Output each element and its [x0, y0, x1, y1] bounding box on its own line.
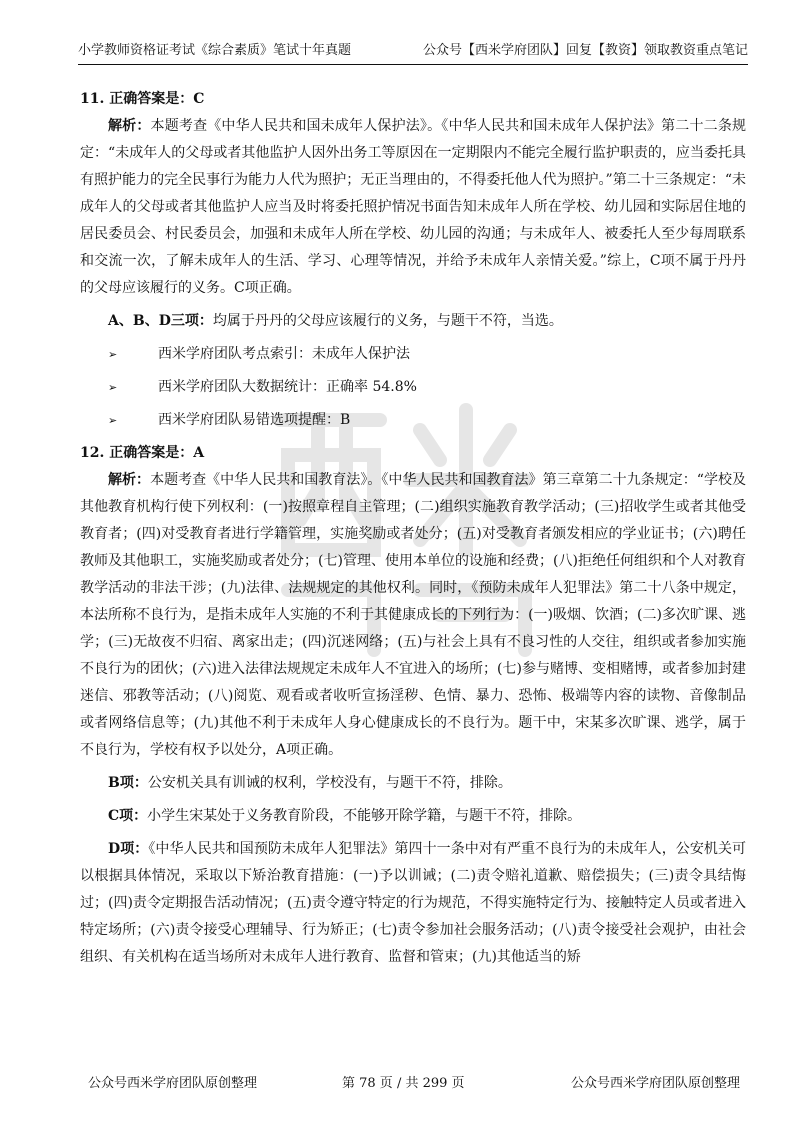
analysis-label: 解析：	[108, 118, 151, 134]
analysis-text: 本题考查《中华人民共和国未成年人保护法》。《中华人民共和国未成年人保护法》第二十二条规定：“未成年人的父母或者其他监护人因外出务工等原因在一定期限内不能完全履行监护职责的，应当委托具有照护能力的完全民事行为能力人代为照护；无正当理由的，不得委托他人代为照护。”第二十三条规定：“未成年人的父母或者其他监护人应当及时将委托照护情况书面告知未成年人所在学校、幼儿园和实际居住地的居民委员会、村民委员会，加强和未成年人所在学校、幼儿园的沟通；与未成年人、被委托人至少每周联系和交流一次，了解未成年人的生活、学习、心理等情况，并给予未成年人亲情关爱。”综上，C项不属于丹丹的父母应该履行的义务。C项正确。	[80, 118, 747, 296]
analysis-text: 本题考查《中华人民共和国教育法》。《中华人民共和国教育法》第三章第二十九条规定：“学校及其他教育机构行使下列权利：(一)按照章程自主管理；(二)组织实施教育教学活动；(三)招收学生或者其他受教育者；(四)对受教育者进行学籍管理，实施奖励或者处分；(五)对受教育者颁发相应的学业证书；(六)聘任教师及其他职工，实施奖励或者处分；(七)管理、使用本单位的设施和经费；(八)拒绝任何组织和个人对教育教学活动的非法干涉；(九)法律、法规规定的其他权利。同时，《预防未成年人犯罪法》第二十八条中规定，本法所称不良行为，是指未成年人实施的不利于其健康成长的下列行为：(一)吸烟、饮酒；(二)多次旷课、逃学；(三)无故夜不归宿、离家出走；(四)沉迷网络；(五)与社会上具有不良习性的人交往，组织或者参加实施不良行为的团伙；(六)进入法律法规规定未成年人不宜进入的场所；(七)参与赌博、变相赌博，或者参加封建迷信、邪教等活动；(八)阅览、观看或者收听宣扬淫秽、色情、暴力、恐怖、极端等内容的读物、音像制品或者网络信息等；(九)其他不利于未成年人身心健康成长的不良行为。题干中，宋某多次旷课、逃学，属于不良行为，学校有权予以处分，A项正确。	[80, 472, 747, 758]
arrow-bullet-icon: ➢	[108, 348, 118, 361]
bullet-text: 西米学府团队考点索引：未成年人保护法	[158, 346, 410, 362]
bullet-text: 西米学府团队易错选项提醒：B	[158, 412, 351, 428]
option-label: B项：	[108, 775, 148, 791]
watermark-text: 西米学府	[270, 400, 274, 401]
q12-analysis	[80, 467, 746, 764]
question-answer: 正确答案是：A	[109, 445, 205, 461]
page-header	[78, 40, 748, 65]
question-answer: 正确答案是：C	[109, 91, 205, 107]
question-number: 11.	[80, 91, 105, 107]
arrow-bullet-icon: ➢	[108, 381, 118, 394]
q11-bullet-1	[108, 341, 746, 368]
arrow-bullet-icon: ➢	[108, 414, 118, 427]
option-label: D项：	[108, 841, 149, 857]
option-label: A、B、D三项：	[108, 313, 213, 329]
q11-bullet-3	[108, 407, 746, 434]
analysis-label: 解析：	[108, 472, 151, 488]
option-text: 公安机关具有训诫的权利，学校没有，与题干不符，排除。	[147, 775, 512, 791]
q12-option-c	[80, 803, 746, 830]
page-footer	[88, 1074, 740, 1096]
question-11-header	[80, 86, 746, 113]
q11-analysis	[80, 113, 746, 302]
footer-right: 公众号西米学府团队原创整理	[570, 1076, 740, 1091]
q12-option-d	[80, 836, 746, 971]
bullet-text: 西米学府团队大数据统计：正确率 54.8%	[158, 379, 417, 395]
option-text: 《中华人民共和国预防未成年人犯罪法》第四十一条中对有严重不良行为的未成年人，公安机关可以根据具体情况，采取以下矫治教育措施：(一)予以训诫；(二)责令赔礼道歉、赔偿损失；(三)责令具结悔过；(四)责令定期报告活动情况；(五)责令遵守特定的行为规范，不得实施特定行为、接触特定人员或者进入特定场所；(六)责令接受心理辅导、行为矫正；(七)责令参加社会服务活动；(八)责令接受社会观护，由社会组织、有关机构在适当场所对未成年人进行教育、监督和管束；(九)其他适当的矫	[80, 841, 747, 965]
header-left-title: 小学教师资格证考试《综合素质》笔试十年真题	[78, 43, 352, 58]
question-number: 12.	[80, 445, 105, 461]
option-label: C项：	[108, 808, 148, 824]
question-12-header	[80, 440, 746, 467]
header-right-note: 公众号【西米学府团队】回复【教资】领取教资重点笔记	[422, 43, 748, 58]
q12-option-b	[80, 770, 746, 797]
page-number: 第 78 页 / 共 299 页	[342, 1076, 465, 1091]
page-content	[80, 86, 746, 977]
q11-option-abd	[80, 308, 746, 335]
option-text: 均属于丹丹的父母应该履行的义务，与题干不符，当选。	[212, 313, 563, 329]
q11-bullet-2	[108, 374, 746, 401]
footer-left: 公众号西米学府团队原创整理	[88, 1076, 258, 1091]
option-text: 小学生宋某处于义务教育阶段，不能够开除学籍，与题干不符，排除。	[147, 808, 582, 824]
